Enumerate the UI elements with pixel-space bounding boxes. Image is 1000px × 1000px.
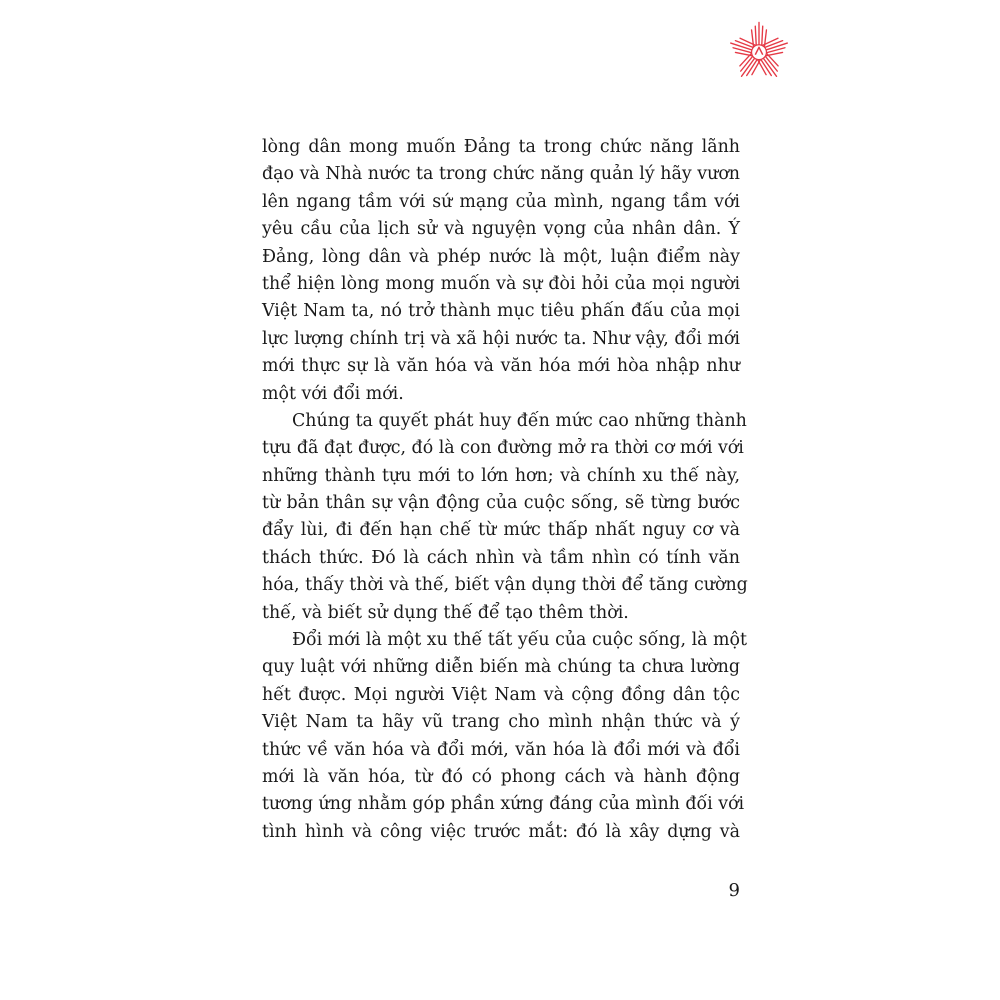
page-number: 9 (728, 880, 740, 901)
text-line: Chúng ta quyết phát huy đến mức cao những thành (292, 410, 747, 431)
text-line: mới là văn hóa, từ đó có phong cách và hành động (262, 766, 740, 787)
text-line: tương ứng nhằm góp phần xứng đáng của mình đối với (262, 794, 745, 815)
text-line: Việt Nam ta, nó trở thành mục tiêu phấn đấu của mọi (262, 301, 740, 322)
text-line: lực lượng chính trị và xã hội nước ta. Như vậy, đổi mới (262, 328, 740, 349)
text-line: yêu cầu của lịch sử và nguyện vọng của nhân dân. Ý (262, 219, 740, 240)
paragraph (262, 627, 747, 846)
paragraph (262, 408, 748, 627)
publisher-logo-icon (728, 20, 790, 82)
text-line: thể hiện lòng mong muốn và sự đòi hỏi của mọi người (262, 273, 740, 294)
text-line: những thành tựu mới to lớn hơn; và chính xu thế này, (262, 465, 740, 486)
text-line: Đổi mới là một xu thế tất yếu của cuộc sống, là một (292, 630, 747, 651)
text-line: đạo và Nhà nước ta trong chức năng quản lý hãy vươn (262, 164, 740, 185)
text-line: tựu đã đạt được, đó là con đường mở ra thời cơ mới với (262, 438, 744, 459)
text-line: Đảng, lòng dân và phép nước là một, luận điểm này (262, 246, 740, 267)
body-text (262, 134, 748, 846)
text-line: thức về văn hóa và đổi mới, văn hóa là đổi mới và đổi (262, 739, 740, 760)
text-line: tình hình và công việc trước mắt: đó là xây dựng và (262, 821, 740, 842)
paragraph (262, 134, 740, 408)
text-line: thế, và biết sử dụng thế để tạo thêm thời. (262, 602, 629, 623)
text-line: hóa, thấy thời và thế, biết vận dụng thời để tăng cường (262, 575, 748, 596)
text-line: quy luật với những diễn biến mà chúng ta chưa lường (262, 657, 740, 678)
text-line: đẩy lùi, đi đến hạn chế từ mức thấp nhất nguy cơ và (262, 520, 740, 541)
text-line: lòng dân mong muốn Đảng ta trong chức năng lãnh (262, 137, 740, 157)
text-line: Việt Nam ta hãy vũ trang cho mình nhận thức và ý (262, 712, 740, 733)
text-line: thách thức. Đó là cách nhìn và tầm nhìn có tính văn (262, 547, 740, 568)
text-line: lên ngang tầm với sứ mạng của mình, ngang tầm với (262, 191, 740, 212)
text-line: mới thực sự là văn hóa và văn hóa mới hòa nhập như (262, 356, 740, 377)
text-line: hết được. Mọi người Việt Nam và cộng đồng dân tộc (262, 684, 740, 705)
text-line: một với đổi mới. (262, 383, 404, 404)
text-line: từ bản thân sự vận động của cuộc sống, sẽ từng bước (262, 493, 740, 514)
